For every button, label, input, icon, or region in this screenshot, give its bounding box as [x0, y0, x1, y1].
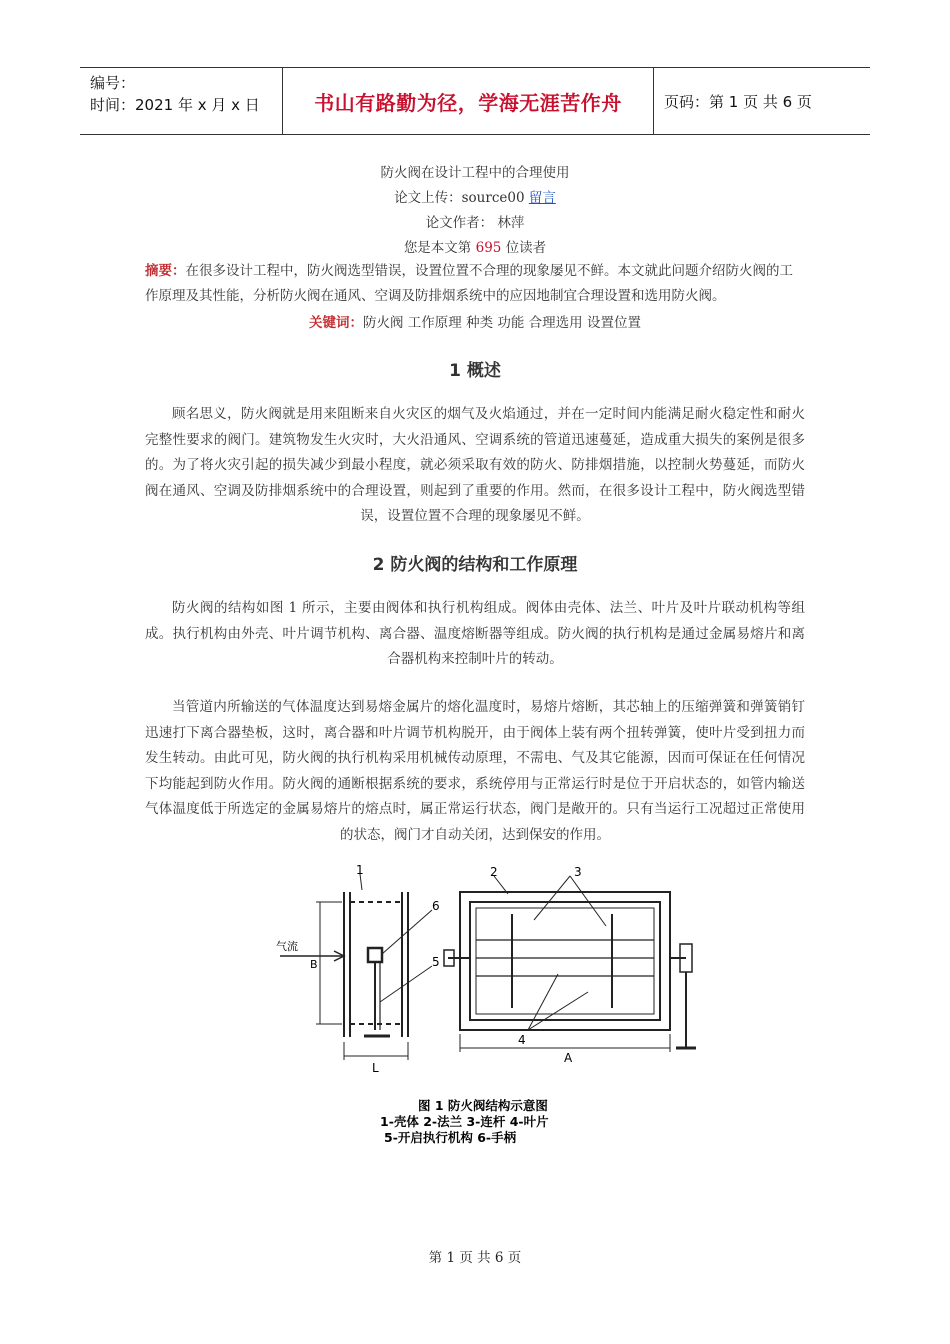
time-label: 时间：2021 年 x 月 x 日 — [90, 96, 260, 114]
label-4: 4 — [518, 1033, 526, 1047]
reader-count: 695 — [475, 240, 502, 256]
figure-caption-title: 图 1 防火阀结构示意图 — [418, 1098, 548, 1113]
upload-line — [0, 186, 950, 206]
page-counter: 页码：第 1 页 共 6 页 — [664, 92, 812, 111]
label-5: 5 — [432, 955, 440, 969]
dim-b-label: B — [310, 958, 318, 971]
section-1-paragraph: 顾名思义，防火阀就是用来阻断来自火灾区的烟气及火焰通过，并在一定时间内能满足耐火稳定性和耐火完整性要求的阀门。建筑物发生火灾时，大火沿通风、空调系统的管道迅速蔓延，造成重大损失的案例是很多的。为了将火灾引起的损失减少到最小程度，就必须采取有效的防火、防排烟措施，以控制火势蔓延，而防火阀在通风、空调及防排烟系统中的合理设置，则起到了重要的作用。然而，在很多设计工程中，防火阀选型错误，设置位置不合理的现象屡见不鲜。 — [145, 406, 805, 524]
section-2-paragraph-1: 防火阀的结构如图 1 所示，主要由阀体和执行机构组成。阀体由壳体、法兰、叶片及叶片联动机构等组成。执行机构由外壳、叶片调节机构、离合器、温度熔断器等组成。防火阀的执行机构是通过金属易熔片和离合器机构来控制叶片的转动。 — [145, 600, 805, 667]
figure-caption-line-2: 5-开启执行机构 6-手柄 — [384, 1130, 517, 1145]
fire-damper-diagram — [272, 862, 712, 1152]
reader-suffix: 位读者 — [501, 240, 547, 256]
article-title: 防火阀在设计工程中的合理使用 — [380, 165, 570, 181]
abstract-text: 在很多设计工程中，防火阀选型错误，设置位置不合理的现象屡见不鲜。本文就此问题介绍防火阀的工作原理及其性能，分析防火阀在通风、空调及防排烟系统中的应因地制宜合理设置和选用防火阀。 — [145, 263, 793, 304]
label-1: 1 — [356, 863, 364, 877]
page-footer: 第 1 页 共 6 页 — [428, 1250, 522, 1266]
section-1-title: 1 概述 — [449, 361, 501, 381]
figure-1 — [272, 862, 712, 1152]
motto: 书山有路勤为径，学海无涯苦作舟 — [282, 68, 654, 134]
dim-l-label: L — [372, 1061, 379, 1075]
comment-link[interactable]: 留言 — [528, 190, 556, 206]
abstract-label: 摘要： — [145, 263, 186, 279]
abstract — [145, 259, 805, 309]
header-left-cell — [80, 68, 282, 134]
keywords-label: 关键词： — [309, 315, 364, 331]
label-6: 6 — [432, 899, 440, 913]
number-label: 编号： — [90, 74, 136, 92]
reader-prefix: 您是本文第 — [403, 240, 476, 256]
airflow-label: 气流 — [276, 940, 298, 953]
label-2: 2 — [490, 865, 498, 879]
dim-a-label: A — [564, 1051, 573, 1065]
keywords-text: 防火阀 工作原理 种类 功能 合理选用 设置位置 — [363, 315, 641, 331]
label-3: 3 — [574, 865, 582, 879]
upload-text: 论文上传：source00 — [394, 190, 529, 206]
author-line: 论文作者： 林萍 — [425, 215, 525, 231]
section-2-paragraph-2: 当管道内所输送的气体温度达到易熔金属片的熔化温度时，易熔片熔断，其芯轴上的压缩弹簧和弹簧销钉迅速打下离合器垫板，这时，离合器和叶片调节机构脱开，由于阀体上装有两个扭转弹簧，使叶片受到扭力而发生转动。由此可见，防火阀的执行机构采用机械传动原理，不需电、气及其它能源，因而可保证在任何情况下均能起到防火作用。防火阀的通断根据系统的要求，系统停用与正常运行时是位于开启状态的，如管内输送气体温度低于所选定的金属易熔片的熔点时，属正常运行状态，阀门是敞开的。只有当运行工况超过正常使用的状态，阀门才自动关闭，达到保安的作用。 — [145, 699, 805, 843]
section-2-title: 2 防火阀的结构和工作原理 — [372, 555, 578, 575]
page-header — [80, 67, 870, 135]
figure-caption-line-1: 1-壳体 2-法兰 3-连杆 4-叶片 — [380, 1114, 549, 1129]
reader-line — [0, 236, 950, 256]
keywords-line — [0, 311, 950, 331]
